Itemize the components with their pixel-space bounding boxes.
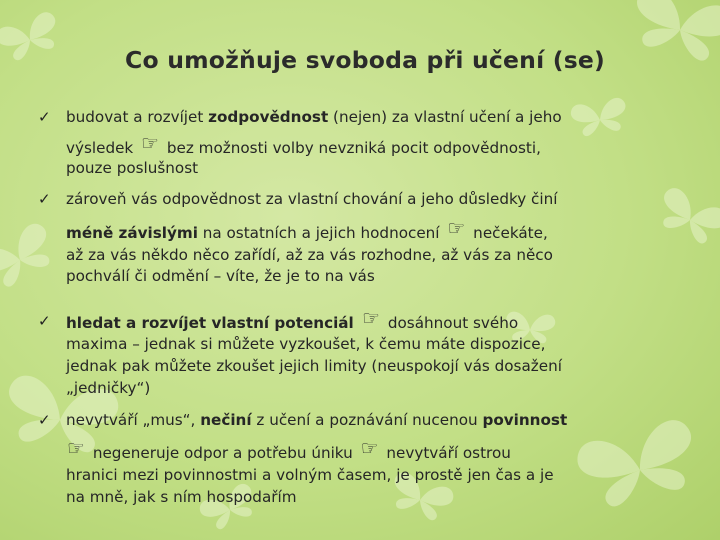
emphasis: nečiní [200,411,252,429]
text: na ostatních a jejich hodnocení [197,224,445,242]
emphasis: méně závislými [66,224,198,242]
emphasis: povinnost [482,411,568,429]
pointing-hand-icon: ☞ [447,216,466,240]
bullet-4-line-2 [64,436,511,464]
emphasis: hledat a rozvíjet vlastní potenciál [66,314,360,332]
bullet-1-line-3: pouze poslušnost [66,159,199,177]
text: z učení a poznávání nucenou [251,411,483,429]
bullet-2-line-4: pochválí či odmění – víte, že je to na vás [66,267,375,285]
pointing-hand-icon: ☞ [360,436,379,460]
emphasis: zodpovědnost [208,108,329,126]
bullet-3-line-1 [66,306,519,334]
bullet-1-line-2 [66,131,541,159]
pointing-hand-icon: ☞ [141,131,160,155]
text: nečekáte, [468,224,548,242]
bullet-2-line-3: až za vás někdo něco zařídí, až za vás rozhodne, až vás za něco [66,246,553,264]
text: bez možnosti volby nevzniká pocit odpovědnosti, [162,139,541,157]
checkmark-icon: ✓ [38,411,51,429]
bullet-3-line-2: maxima – jednak si můžete vyzkoušet, k čemu máte dispozice, [66,335,546,353]
bullet-1-line-1 [66,106,562,128]
text: budovat a rozvíjet [66,108,209,126]
page-title: Co umožňuje svoboda při učení (se) [125,46,605,74]
checkmark-icon: ✓ [38,108,51,126]
bullet-2-line-1: zároveň vás odpovědnost za vlastní chování a jeho důsledky činí [66,190,558,208]
bullet-2-line-2 [66,216,548,244]
bullet-4-line-1 [66,409,567,431]
text: nevytváří „mus“, [66,411,201,429]
text: (nejen) za vlastní učení a jeho [328,108,562,126]
checkmark-icon: ✓ [38,312,51,330]
text: nevytváří ostrou [381,444,511,462]
bullet-3-line-4: „jedničky“) [66,379,151,397]
bullet-3-line-3: jednak pak můžete zkoušet jejich limity (neuspokojí vás dosažení [66,357,562,375]
text: dosáhnout svého [383,314,519,332]
pointing-hand-icon: ☞ [362,306,381,330]
pointing-hand-icon: ☞ [67,436,85,460]
text: výsledek [66,139,139,157]
checkmark-icon: ✓ [38,190,51,208]
bullet-4-line-3: hranici mezi povinnostmi a volným časem, je prostě jen čas a je [66,466,554,484]
text: negeneruje odpor a potřebu úniku [88,444,358,462]
bullet-4-line-4: na mně, jak s ním hospodařím [66,488,297,506]
